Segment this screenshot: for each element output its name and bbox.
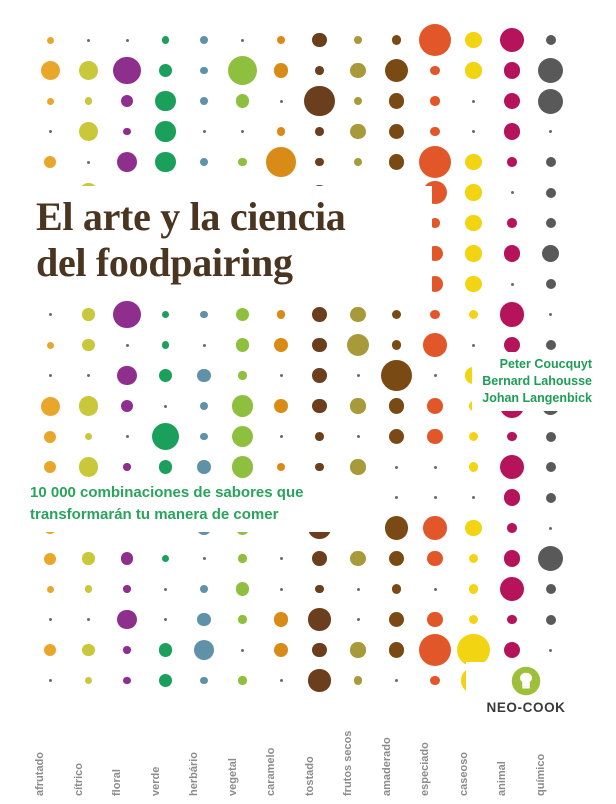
author-3: Johan Langenbick bbox=[482, 391, 592, 405]
matrix-dot bbox=[41, 61, 60, 80]
matrix-dot bbox=[44, 553, 56, 565]
matrix-dot bbox=[44, 461, 56, 473]
matrix-dot bbox=[430, 96, 439, 105]
matrix-dot bbox=[385, 59, 408, 82]
matrix-dot bbox=[434, 374, 437, 377]
axis-label-13: químico bbox=[534, 753, 547, 796]
matrix-dot bbox=[238, 554, 246, 562]
matrix-dot bbox=[500, 302, 525, 327]
matrix-dot bbox=[280, 100, 283, 103]
matrix-dot bbox=[546, 218, 556, 228]
matrix-dot bbox=[79, 61, 98, 80]
matrix-dot bbox=[507, 523, 517, 533]
matrix-dot bbox=[430, 66, 439, 75]
matrix-dot bbox=[277, 310, 285, 318]
matrix-dot bbox=[126, 39, 129, 42]
subtitle bbox=[30, 478, 364, 532]
matrix-dot bbox=[47, 342, 54, 349]
matrix-dot bbox=[200, 311, 208, 319]
matrix-dot bbox=[159, 64, 172, 77]
matrix-dot bbox=[117, 152, 137, 172]
matrix-dot bbox=[538, 546, 563, 571]
axis-label-5: vegetal bbox=[226, 758, 239, 796]
matrix-dot bbox=[312, 551, 327, 566]
matrix-dot bbox=[549, 313, 552, 316]
matrix-dot bbox=[162, 555, 170, 563]
matrix-dot bbox=[203, 130, 206, 133]
matrix-dot bbox=[49, 313, 52, 316]
subtitle-line-1: 10 000 combinaciones de sabores que bbox=[30, 484, 304, 501]
matrix-dot bbox=[121, 400, 134, 413]
matrix-dot bbox=[549, 130, 552, 133]
matrix-dot bbox=[274, 612, 288, 626]
matrix-dot bbox=[197, 613, 211, 627]
title-line-1: El arte y la ciencia bbox=[36, 194, 346, 239]
matrix-dot bbox=[315, 158, 324, 167]
matrix-dot bbox=[87, 374, 90, 377]
matrix-dot bbox=[381, 360, 413, 392]
matrix-dot bbox=[434, 588, 437, 591]
matrix-dot bbox=[392, 310, 401, 319]
matrix-dot bbox=[232, 426, 253, 447]
matrix-dot bbox=[123, 463, 130, 470]
matrix-dot bbox=[238, 676, 246, 684]
axis-label-4: herbário bbox=[188, 751, 200, 796]
matrix-dot bbox=[392, 35, 401, 44]
matrix-dot bbox=[85, 97, 92, 104]
matrix-dot bbox=[357, 588, 360, 591]
matrix-dot bbox=[87, 618, 90, 621]
matrix-dot bbox=[274, 63, 288, 77]
matrix-dot bbox=[546, 188, 556, 198]
matrix-dot bbox=[41, 397, 60, 416]
matrix-dot bbox=[117, 610, 137, 630]
matrix-dot bbox=[315, 463, 324, 472]
matrix-dot bbox=[465, 276, 481, 292]
matrix-dot bbox=[357, 374, 360, 377]
matrix-dot bbox=[162, 341, 170, 349]
matrix-dot bbox=[465, 245, 481, 261]
matrix-dot bbox=[164, 618, 167, 621]
matrix-dot bbox=[236, 94, 250, 108]
matrix-dot bbox=[159, 369, 172, 382]
matrix-dot bbox=[304, 86, 334, 116]
matrix-dot bbox=[538, 58, 563, 83]
matrix-dot bbox=[312, 307, 327, 322]
matrix-dot bbox=[549, 649, 552, 652]
matrix-dot bbox=[430, 676, 439, 685]
matrix-dot bbox=[500, 28, 525, 53]
matrix-dot bbox=[162, 36, 170, 44]
matrix-dot bbox=[423, 516, 447, 540]
matrix-dot bbox=[308, 669, 330, 691]
matrix-dot bbox=[389, 93, 404, 108]
matrix-dot bbox=[538, 89, 563, 114]
matrix-dot bbox=[155, 91, 175, 111]
matrix-dot bbox=[354, 158, 363, 167]
matrix-dot bbox=[82, 552, 94, 564]
axis-label-7: tostado bbox=[303, 756, 316, 796]
matrix-dot bbox=[472, 344, 475, 347]
matrix-dot bbox=[419, 634, 451, 666]
matrix-dot bbox=[85, 433, 92, 440]
matrix-dot bbox=[469, 615, 479, 625]
matrix-dot bbox=[121, 95, 134, 108]
matrix-dot bbox=[507, 615, 517, 625]
matrix-dot bbox=[469, 462, 479, 472]
matrix-dot bbox=[49, 374, 52, 377]
matrix-dot bbox=[389, 642, 404, 657]
matrix-dot bbox=[389, 429, 404, 444]
matrix-dot bbox=[469, 554, 479, 564]
matrix-dot bbox=[121, 552, 134, 565]
matrix-dot bbox=[507, 432, 517, 442]
matrix-dot bbox=[347, 334, 370, 357]
matrix-dot bbox=[389, 124, 404, 139]
matrix-dot bbox=[194, 640, 215, 661]
matrix-dot bbox=[504, 62, 521, 79]
axis-label-8: frutos secos bbox=[342, 730, 354, 796]
matrix-dot bbox=[236, 582, 250, 596]
matrix-dot bbox=[87, 39, 90, 42]
matrix-dot bbox=[354, 97, 363, 106]
matrix-dot bbox=[274, 643, 288, 657]
matrix-dot bbox=[200, 585, 208, 593]
matrix-dot bbox=[49, 130, 52, 133]
matrix-dot bbox=[123, 585, 130, 592]
matrix-dot bbox=[546, 493, 556, 503]
matrix-dot bbox=[152, 423, 180, 451]
matrix-dot bbox=[507, 157, 517, 167]
matrix-dot bbox=[546, 35, 556, 45]
matrix-dot bbox=[232, 456, 253, 477]
page-title bbox=[36, 186, 432, 296]
subtitle-line-2: transformarán tu manera de comer bbox=[30, 506, 279, 523]
matrix-dot bbox=[315, 66, 324, 75]
matrix-dot bbox=[465, 62, 481, 78]
matrix-dot bbox=[427, 398, 443, 414]
matrix-dot bbox=[44, 431, 56, 443]
matrix-dot bbox=[280, 374, 283, 377]
author-1: Peter Coucquyt bbox=[499, 357, 592, 371]
matrix-dot bbox=[47, 586, 54, 593]
matrix-dot bbox=[232, 395, 253, 416]
matrix-dot bbox=[434, 466, 437, 469]
matrix-dot bbox=[82, 308, 94, 320]
matrix-dot bbox=[85, 677, 92, 684]
axis-label-3: verde bbox=[149, 766, 162, 796]
matrix-dot bbox=[546, 279, 556, 289]
matrix-dot bbox=[85, 585, 92, 592]
matrix-dot bbox=[315, 432, 324, 441]
matrix-dot bbox=[423, 333, 447, 357]
matrix-dot bbox=[546, 584, 556, 594]
matrix-dot bbox=[203, 344, 206, 347]
matrix-dot bbox=[126, 344, 129, 347]
matrix-dot bbox=[395, 679, 398, 682]
matrix-dot bbox=[200, 677, 208, 685]
matrix-dot bbox=[546, 432, 556, 442]
matrix-dot bbox=[549, 527, 552, 530]
matrix-dot bbox=[241, 39, 244, 42]
matrix-dot bbox=[82, 644, 94, 656]
matrix-dot bbox=[546, 462, 556, 472]
matrix-dot bbox=[280, 588, 283, 591]
matrix-dot bbox=[238, 371, 246, 379]
matrix-dot bbox=[162, 311, 170, 319]
matrix-dot bbox=[87, 161, 90, 164]
matrix-dot bbox=[200, 97, 208, 105]
axis-label-0: afrutado bbox=[34, 752, 46, 796]
matrix-dot bbox=[546, 340, 556, 350]
matrix-dot bbox=[159, 643, 172, 656]
matrix-dot bbox=[117, 366, 137, 386]
matrix-dot bbox=[395, 496, 398, 499]
matrix-dot bbox=[504, 642, 521, 659]
matrix-dot bbox=[274, 399, 288, 413]
matrix-dot bbox=[469, 584, 479, 594]
matrix-dot bbox=[47, 98, 54, 105]
matrix-dot bbox=[280, 557, 283, 560]
matrix-dot bbox=[277, 463, 285, 471]
axis-label-6: caramelo bbox=[265, 747, 277, 796]
matrix-dot bbox=[47, 37, 54, 44]
matrix-dot bbox=[350, 398, 365, 413]
matrix-dot bbox=[504, 93, 521, 110]
matrix-dot bbox=[49, 679, 52, 682]
matrix-dot bbox=[238, 615, 246, 623]
matrix-dot bbox=[389, 154, 404, 169]
matrix-dot bbox=[203, 557, 206, 560]
matrix-dot bbox=[472, 130, 475, 133]
matrix-dot bbox=[312, 643, 327, 658]
matrix-dot bbox=[427, 612, 443, 628]
publisher-block bbox=[466, 662, 586, 719]
matrix-dot bbox=[350, 63, 365, 78]
matrix-dot bbox=[350, 642, 365, 657]
matrix-dot bbox=[123, 677, 130, 684]
matrix-dot bbox=[266, 147, 296, 177]
matrix-dot bbox=[504, 337, 521, 354]
matrix-dot bbox=[469, 310, 479, 320]
matrix-dot bbox=[280, 679, 283, 682]
matrix-dot bbox=[472, 100, 475, 103]
matrix-dot bbox=[354, 36, 363, 45]
matrix-dot bbox=[123, 128, 130, 135]
matrix-dot bbox=[419, 146, 451, 178]
matrix-dot bbox=[113, 301, 140, 328]
matrix-dot bbox=[197, 460, 211, 474]
matrix-dot bbox=[395, 466, 398, 469]
axis-label-10: especiado bbox=[419, 742, 431, 796]
matrix-dot bbox=[511, 191, 514, 194]
matrix-dot bbox=[504, 489, 521, 506]
matrix-dot bbox=[164, 588, 167, 591]
matrix-dot bbox=[49, 618, 52, 621]
matrix-dot bbox=[164, 405, 167, 408]
matrix-dot bbox=[155, 121, 175, 141]
matrix-dot bbox=[427, 429, 443, 445]
matrix-dot bbox=[500, 577, 525, 602]
author-list bbox=[472, 352, 594, 411]
matrix-dot bbox=[357, 435, 360, 438]
matrix-dot bbox=[308, 608, 330, 630]
matrix-dot bbox=[465, 154, 481, 170]
matrix-dot bbox=[350, 459, 365, 474]
matrix-dot bbox=[44, 156, 56, 168]
axis-label-12: animal bbox=[496, 761, 508, 796]
matrix-dot bbox=[312, 368, 327, 383]
matrix-dot bbox=[241, 649, 244, 652]
matrix-dot bbox=[200, 433, 208, 441]
matrix-dot bbox=[312, 33, 327, 48]
publisher-name: NEO-COOK bbox=[486, 700, 566, 715]
matrix-dot bbox=[434, 496, 437, 499]
title-line-2: del foodpairing bbox=[36, 240, 293, 285]
matrix-dot bbox=[430, 310, 439, 319]
matrix-dot bbox=[280, 435, 283, 438]
matrix-dot bbox=[44, 644, 56, 656]
matrix-dot bbox=[469, 432, 479, 442]
matrix-dot bbox=[546, 157, 556, 167]
matrix-dot bbox=[236, 338, 250, 352]
matrix-dot bbox=[123, 646, 130, 653]
matrix-dot bbox=[427, 551, 443, 567]
axis-label-11: caseoso bbox=[457, 751, 470, 796]
matrix-dot bbox=[315, 127, 324, 136]
matrix-dot bbox=[385, 516, 408, 539]
matrix-dot bbox=[126, 435, 129, 438]
matrix-dot bbox=[389, 398, 404, 413]
matrix-dot bbox=[315, 585, 324, 594]
matrix-dot bbox=[79, 122, 98, 141]
matrix-dot bbox=[82, 339, 94, 351]
matrix-dot bbox=[392, 584, 401, 593]
matrix-dot bbox=[504, 123, 521, 140]
matrix-dot bbox=[504, 550, 521, 567]
aroma-axis-labels bbox=[0, 712, 616, 804]
matrix-dot bbox=[392, 340, 401, 349]
matrix-dot bbox=[472, 496, 475, 499]
matrix-dot bbox=[389, 612, 404, 627]
matrix-dot bbox=[350, 551, 365, 566]
matrix-dot bbox=[507, 218, 517, 228]
matrix-dot bbox=[430, 127, 439, 136]
matrix-dot bbox=[546, 615, 556, 625]
matrix-dot bbox=[277, 36, 285, 44]
matrix-dot bbox=[113, 57, 140, 84]
matrix-dot bbox=[197, 369, 211, 383]
matrix-dot bbox=[312, 338, 327, 353]
matrix-dot bbox=[357, 618, 360, 621]
matrix-dot bbox=[200, 67, 208, 75]
matrix-dot bbox=[312, 399, 327, 414]
matrix-dot bbox=[159, 460, 172, 473]
matrix-dot bbox=[236, 308, 250, 322]
matrix-dot bbox=[200, 158, 208, 166]
matrix-dot bbox=[465, 32, 481, 48]
matrix-dot bbox=[350, 124, 365, 139]
matrix-dot bbox=[155, 152, 175, 172]
matrix-dot bbox=[200, 36, 208, 44]
matrix-dot bbox=[465, 184, 481, 200]
axis-label-9: amaderado bbox=[380, 737, 393, 796]
matrix-dot bbox=[542, 245, 559, 262]
matrix-dot bbox=[200, 402, 208, 410]
matrix-dot bbox=[350, 307, 365, 322]
matrix-dot bbox=[274, 338, 288, 352]
matrix-dot bbox=[241, 130, 244, 133]
matrix-dot bbox=[238, 158, 246, 166]
matrix-dot bbox=[277, 127, 285, 135]
matrix-dot bbox=[354, 676, 363, 685]
matrix-dot bbox=[419, 24, 451, 56]
matrix-dot bbox=[159, 674, 172, 687]
matrix-dot bbox=[79, 396, 98, 415]
matrix-dot bbox=[465, 520, 481, 536]
matrix-dot bbox=[500, 455, 525, 480]
author-2: Bernard Lahousse bbox=[482, 374, 592, 388]
matrix-dot bbox=[511, 283, 514, 286]
matrix-dot bbox=[465, 215, 481, 231]
matrix-dot bbox=[79, 457, 98, 476]
matrix-dot bbox=[389, 551, 404, 566]
matrix-dot bbox=[228, 56, 257, 85]
matrix-dot bbox=[504, 245, 521, 262]
axis-label-1: cítrico bbox=[72, 762, 85, 796]
axis-label-2: floral bbox=[111, 769, 123, 796]
chef-hat-icon bbox=[511, 666, 541, 696]
